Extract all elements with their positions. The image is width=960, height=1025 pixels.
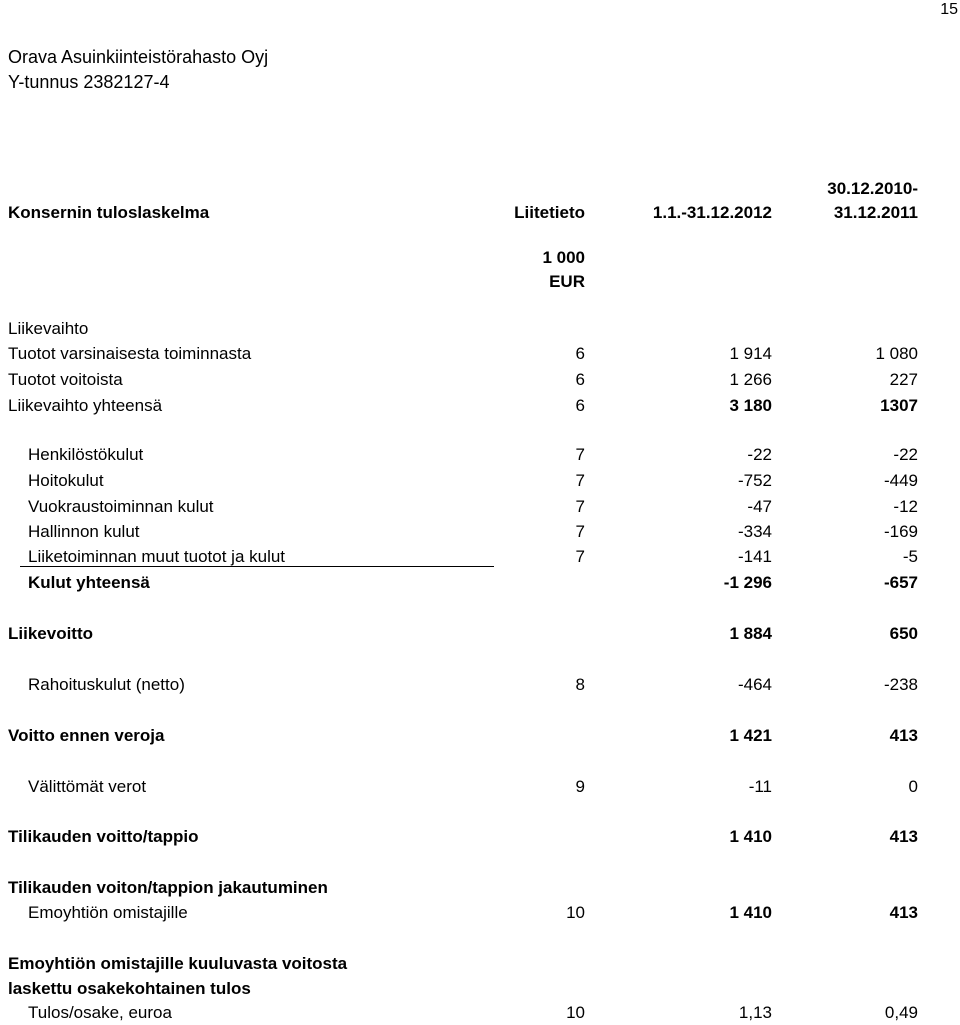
table-row bbox=[0, 547, 960, 567]
row-note: 6 bbox=[575, 344, 585, 363]
row-note: 7 bbox=[575, 471, 585, 490]
row-prev-value: 413 bbox=[889, 903, 918, 922]
subtotal-divider bbox=[20, 566, 494, 567]
row-current-value: -752 bbox=[737, 471, 772, 490]
table-row bbox=[0, 726, 960, 746]
row-label: Välittömät verot bbox=[28, 777, 147, 796]
row-current-value: 1 914 bbox=[729, 344, 772, 363]
note-column-header: Liitetieto bbox=[514, 203, 585, 222]
row-label: Emoyhtiön omistajille bbox=[28, 903, 188, 922]
row-label: Vuokraustoiminnan kulut bbox=[28, 497, 214, 516]
row-prev-value: 1 080 bbox=[875, 344, 918, 363]
statement-title: Konsernin tuloslaskelma bbox=[8, 203, 210, 222]
row-note: 6 bbox=[575, 396, 585, 415]
row-current-value: 3 180 bbox=[729, 396, 772, 415]
table-row bbox=[0, 777, 960, 797]
business-id: Y-tunnus 2382127-4 bbox=[8, 72, 170, 92]
table-row bbox=[0, 979, 960, 999]
row-label: laskettu osakekohtainen tulos bbox=[8, 979, 251, 998]
table-row bbox=[0, 522, 960, 542]
row-note: 7 bbox=[575, 547, 585, 566]
row-prev-value: 227 bbox=[889, 370, 918, 389]
row-current-value: 1 410 bbox=[729, 903, 772, 922]
row-label: Liikevoitto bbox=[8, 624, 94, 643]
row-note: 6 bbox=[575, 370, 585, 389]
row-label: Kulut yhteensä bbox=[28, 573, 150, 592]
row-prev-value: -5 bbox=[902, 547, 918, 566]
table-row bbox=[0, 1003, 960, 1023]
row-label: Tuotot voitoista bbox=[8, 370, 123, 389]
row-label: Tilikauden voiton/tappion jakautuminen bbox=[8, 878, 328, 897]
row-label: Henkilöstökulut bbox=[28, 445, 144, 464]
table-row bbox=[0, 827, 960, 847]
table-row bbox=[0, 471, 960, 491]
row-label: Tuotot varsinaisesta toiminnasta bbox=[8, 344, 252, 363]
table-row bbox=[0, 445, 960, 465]
row-prev-value: -169 bbox=[883, 522, 918, 541]
row-label: Hallinnon kulut bbox=[28, 522, 140, 541]
row-current-value: -47 bbox=[747, 497, 772, 516]
row-current-value: 1,13 bbox=[738, 1003, 772, 1022]
row-prev-value: -22 bbox=[893, 445, 918, 464]
row-label: Rahoituskulut (netto) bbox=[28, 675, 185, 694]
row-note: 9 bbox=[575, 777, 585, 796]
table-row bbox=[0, 954, 960, 974]
row-note: 10 bbox=[566, 903, 585, 922]
row-label: Liikevaihto bbox=[8, 319, 89, 338]
row-note: 7 bbox=[575, 445, 585, 464]
table-row bbox=[0, 675, 960, 695]
unit-label-line1: 1 000 bbox=[542, 248, 585, 267]
company-name: Orava Asuinkiinteistörahasto Oyj bbox=[8, 47, 269, 67]
row-current-value: -141 bbox=[737, 547, 772, 566]
row-current-value: -22 bbox=[747, 445, 772, 464]
row-label: Tilikauden voitto/tappio bbox=[8, 827, 199, 846]
current-period-header: 1.1.-31.12.2012 bbox=[652, 203, 772, 222]
row-note: 8 bbox=[575, 675, 585, 694]
page-number: 15 bbox=[940, 1, 958, 18]
row-label: Hoitokulut bbox=[28, 471, 104, 490]
row-prev-value: 413 bbox=[889, 726, 918, 745]
row-note: 7 bbox=[575, 522, 585, 541]
table-row bbox=[0, 370, 960, 390]
row-current-value: -1 296 bbox=[723, 573, 772, 592]
row-prev-value: 650 bbox=[889, 624, 918, 643]
table-row bbox=[0, 878, 960, 898]
table-row bbox=[0, 344, 960, 364]
row-current-value: -464 bbox=[737, 675, 772, 694]
table-row bbox=[0, 319, 960, 339]
table-row bbox=[0, 573, 960, 593]
row-prev-value: 1307 bbox=[880, 396, 918, 415]
row-prev-value: -657 bbox=[883, 573, 918, 592]
row-current-value: -11 bbox=[748, 777, 772, 796]
row-current-value: 1 884 bbox=[729, 624, 772, 643]
row-current-value: 1 410 bbox=[729, 827, 772, 846]
row-prev-value: -12 bbox=[893, 497, 918, 516]
row-prev-value: -449 bbox=[883, 471, 918, 490]
table-row bbox=[0, 903, 960, 923]
table-row bbox=[0, 624, 960, 644]
row-prev-value: 0,49 bbox=[884, 1003, 918, 1022]
row-label: Emoyhtiön omistajille kuuluvasta voitosta bbox=[8, 954, 348, 973]
row-label: Tulos/osake, euroa bbox=[28, 1003, 172, 1022]
row-label: Liikevaihto yhteensä bbox=[8, 396, 163, 415]
table-row bbox=[0, 497, 960, 517]
row-prev-value: 413 bbox=[889, 827, 918, 846]
row-note: 10 bbox=[566, 1003, 585, 1022]
prev-period-header-line2: 31.12.2011 bbox=[833, 203, 918, 222]
row-label: Liiketoiminnan muut tuotot ja kulut bbox=[28, 547, 286, 566]
row-current-value: -334 bbox=[737, 522, 772, 541]
unit-label-line2: EUR bbox=[549, 272, 585, 291]
table-row bbox=[0, 396, 960, 416]
row-prev-value: -238 bbox=[883, 675, 918, 694]
row-current-value: 1 266 bbox=[729, 370, 772, 389]
row-current-value: 1 421 bbox=[729, 726, 772, 745]
row-label: Voitto ennen veroja bbox=[8, 726, 165, 745]
prev-period-header-line1: 30.12.2010- bbox=[827, 179, 918, 198]
row-note: 7 bbox=[575, 497, 585, 516]
row-prev-value: 0 bbox=[908, 777, 918, 796]
